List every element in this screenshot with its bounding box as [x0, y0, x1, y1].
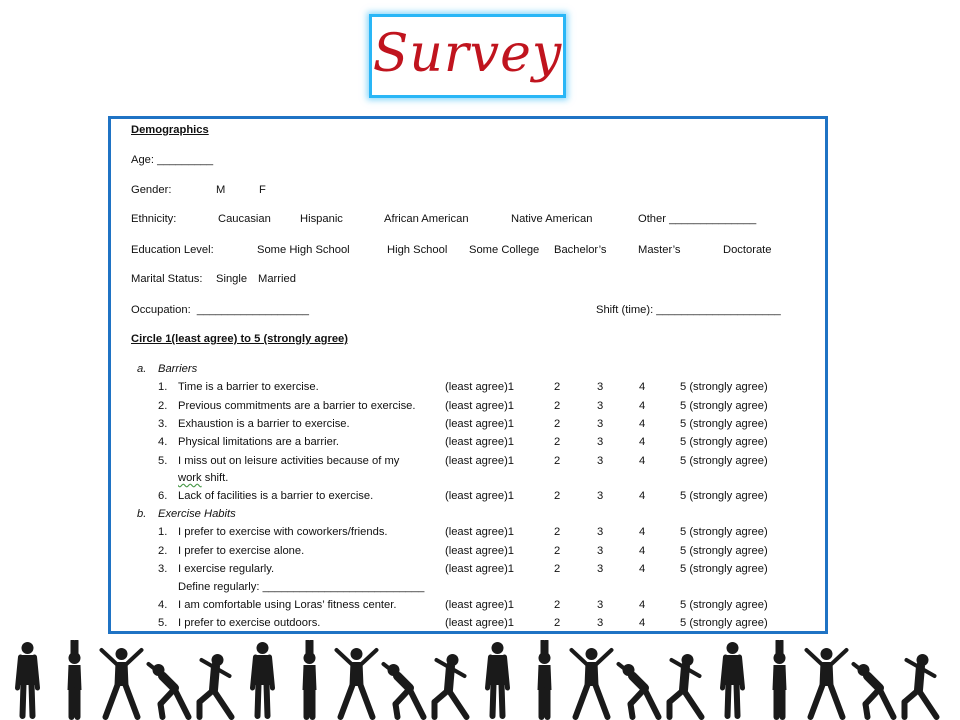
scale-option-4[interactable]: 4	[639, 617, 646, 629]
question-text: I prefer to exercise alone.	[178, 545, 305, 557]
education-label: Education Level:	[131, 244, 214, 256]
scale-option-2[interactable]: 2	[554, 617, 561, 629]
scale-option-2[interactable]: 2	[554, 436, 561, 448]
question-text: I prefer to exercise with coworkers/friends.	[178, 526, 388, 538]
education-option: High School	[387, 244, 448, 256]
page-title: Survey	[372, 24, 563, 84]
scale-option-5[interactable]: 5 (strongly agree)	[680, 526, 768, 538]
figure-star-icon	[102, 648, 142, 717]
scale-option-2[interactable]: 2	[554, 400, 561, 412]
scale-option-2[interactable]: 2	[554, 490, 561, 502]
question-number: 1.	[158, 526, 168, 538]
exercise-figures-border	[0, 640, 960, 720]
define-regularly-field: Define regularly: __________________________	[178, 581, 425, 593]
education-option: Some High School	[257, 244, 350, 256]
figure-standing-icon	[488, 642, 508, 716]
scale-option-5[interactable]: 5 (strongly agree)	[680, 418, 768, 430]
ethnicity-option: Caucasian	[218, 213, 271, 225]
scale-option-4[interactable]: 4	[639, 381, 646, 393]
ethnicity-label: Ethnicity:	[131, 213, 177, 225]
section-letter: a.	[137, 363, 147, 375]
scale-option-5[interactable]: 5 (strongly agree)	[680, 599, 768, 611]
ethnicity-option: Native American	[511, 213, 593, 225]
ethnicity-option: African American	[384, 213, 469, 225]
question-text: Previous commitments are a barrier to exercise.	[178, 400, 416, 412]
figure-arms-up-icon	[303, 641, 317, 717]
figure-warrior-icon	[435, 654, 467, 717]
scale-option-5[interactable]: 5 (strongly agree)	[680, 436, 768, 448]
scale-option-2[interactable]: 2	[554, 545, 561, 557]
scale-option-4[interactable]: 4	[639, 490, 646, 502]
figure-lunge-icon	[854, 664, 894, 717]
scale-option-5[interactable]: 5 (strongly agree)	[680, 617, 768, 629]
scale-option-5[interactable]: 5 (strongly agree)	[680, 545, 768, 557]
scale-option-1[interactable]: (least agree)1	[445, 526, 515, 538]
scale-option-1[interactable]: (least agree)1	[445, 490, 515, 502]
scale-option-3[interactable]: 3	[597, 490, 604, 502]
question-text: Lack of facilities is a barrier to exercise.	[178, 490, 374, 502]
scale-option-3[interactable]: 3	[597, 599, 604, 611]
question-text: I exercise regularly.	[178, 563, 275, 575]
education-option: Bachelor’s	[554, 244, 607, 256]
question-text: I miss out on leisure activities because of my	[178, 455, 400, 467]
figure-standing-icon	[723, 642, 743, 716]
scale-option-5[interactable]: 5 (strongly agree)	[680, 400, 768, 412]
marital-label: Marital Status:	[131, 273, 203, 285]
scale-option-3[interactable]: 3	[597, 418, 604, 430]
figure-warrior-icon	[200, 654, 232, 717]
scale-option-1[interactable]: (least agree)1	[445, 617, 515, 629]
scale-option-4[interactable]: 4	[639, 455, 646, 467]
scale-option-2[interactable]: 2	[554, 418, 561, 430]
education-option: Master’s	[638, 244, 681, 256]
gender-option-m: M	[216, 184, 226, 196]
question-text-continuation	[178, 473, 228, 484]
question-number: 3.	[158, 418, 168, 430]
scale-option-2[interactable]: 2	[554, 381, 561, 393]
occupation-field: Occupation: __________________	[131, 304, 309, 316]
scale-option-3[interactable]: 3	[597, 563, 604, 575]
survey-document	[108, 116, 828, 634]
question-number: 2.	[158, 545, 168, 557]
question-text: Time is a barrier to exercise.	[178, 381, 319, 393]
figure-star-icon	[572, 648, 612, 717]
gender-label: Gender:	[131, 184, 172, 196]
scale-option-4[interactable]: 4	[639, 526, 646, 538]
demographics-heading: Demographics	[131, 124, 209, 136]
ethnicity-option: Hispanic	[300, 213, 343, 225]
question-text: I prefer to exercise outdoors.	[178, 617, 321, 629]
figure-arms-up-icon	[773, 641, 787, 717]
scale-option-1[interactable]: (least agree)1	[445, 599, 515, 611]
scale-option-5[interactable]: 5 (strongly agree)	[680, 563, 768, 575]
figure-standing-icon	[18, 642, 38, 716]
figure-star-icon	[807, 648, 847, 717]
scale-option-3[interactable]: 3	[597, 545, 604, 557]
figure-warrior-icon	[905, 654, 937, 717]
question-number: 4.	[158, 436, 168, 448]
scale-option-1[interactable]: (least agree)1	[445, 418, 515, 430]
question-number: 1.	[158, 381, 168, 393]
question-number: 5.	[158, 617, 168, 629]
scale-option-1[interactable]: (least agree)1	[445, 436, 515, 448]
gender-option-f: F	[259, 184, 266, 196]
question-text: I am comfortable using Loras’ fitness center.	[178, 599, 397, 611]
marital-option: Married	[258, 273, 296, 285]
section-title-exercise-habits: Exercise Habits	[158, 508, 236, 520]
figure-arms-up-icon	[538, 641, 552, 717]
scale-option-1[interactable]: (least agree)1	[445, 400, 515, 412]
ethnicity-option-other: Other ______________	[638, 213, 757, 225]
scale-option-4[interactable]: 4	[639, 545, 646, 557]
instructions-heading: Circle 1(least agree) to 5 (strongly agree)	[131, 333, 348, 345]
scale-option-1[interactable]: (least agree)1	[445, 381, 515, 393]
scale-option-2[interactable]: 2	[554, 563, 561, 575]
section-letter: b.	[137, 508, 147, 520]
scale-option-1[interactable]: (least agree)1	[445, 563, 515, 575]
scale-option-4[interactable]: 4	[639, 418, 646, 430]
question-number: 5.	[158, 455, 168, 467]
scale-option-1[interactable]: (least agree)1	[445, 455, 515, 467]
scale-option-2[interactable]: 2	[554, 455, 561, 467]
question-text: Physical limitations are a barrier.	[178, 436, 340, 448]
figure-warrior-icon	[670, 654, 702, 717]
scale-option-3[interactable]: 3	[597, 381, 604, 393]
question-number: 6.	[158, 490, 168, 502]
shift-field: Shift (time): ____________________	[596, 304, 781, 316]
question-number: 3.	[158, 563, 168, 575]
education-option: Doctorate	[723, 244, 772, 256]
section-title-barriers: Barriers	[158, 363, 198, 375]
scale-option-5[interactable]: 5 (strongly agree)	[680, 381, 768, 393]
scale-option-4[interactable]: 4	[639, 599, 646, 611]
scale-option-4[interactable]: 4	[639, 436, 646, 448]
scale-option-3[interactable]: 3	[597, 436, 604, 448]
education-option: Some College	[469, 244, 540, 256]
question-number: 4.	[158, 599, 168, 611]
scale-option-4[interactable]: 4	[639, 400, 646, 412]
continuation-rest: shift.	[201, 472, 229, 484]
scale-option-5[interactable]: 5 (strongly agree)	[680, 490, 768, 502]
figure-lunge-icon	[384, 664, 424, 717]
marital-option: Single	[216, 273, 248, 285]
figure-lunge-icon	[619, 664, 659, 717]
scale-option-3[interactable]: 3	[597, 526, 604, 538]
figure-lunge-icon	[149, 664, 189, 717]
question-number: 2.	[158, 400, 168, 412]
scale-option-1[interactable]: (least agree)1	[445, 545, 515, 557]
figure-star-icon	[337, 648, 377, 717]
figure-arms-up-icon	[68, 641, 82, 717]
scale-option-3[interactable]: 3	[597, 400, 604, 412]
title-box	[369, 14, 566, 98]
scale-option-4[interactable]: 4	[639, 563, 646, 575]
figure-standing-icon	[253, 642, 273, 716]
scale-option-5[interactable]: 5 (strongly agree)	[680, 455, 768, 467]
scale-option-2[interactable]: 2	[554, 599, 561, 611]
question-text: Exhaustion is a barrier to exercise.	[178, 418, 350, 430]
spellcheck-underlined-word: work	[178, 472, 202, 484]
age-field: Age: _________	[131, 154, 214, 166]
scale-option-3[interactable]: 3	[597, 455, 604, 467]
scale-option-3[interactable]: 3	[597, 617, 604, 629]
scale-option-2[interactable]: 2	[554, 526, 561, 538]
